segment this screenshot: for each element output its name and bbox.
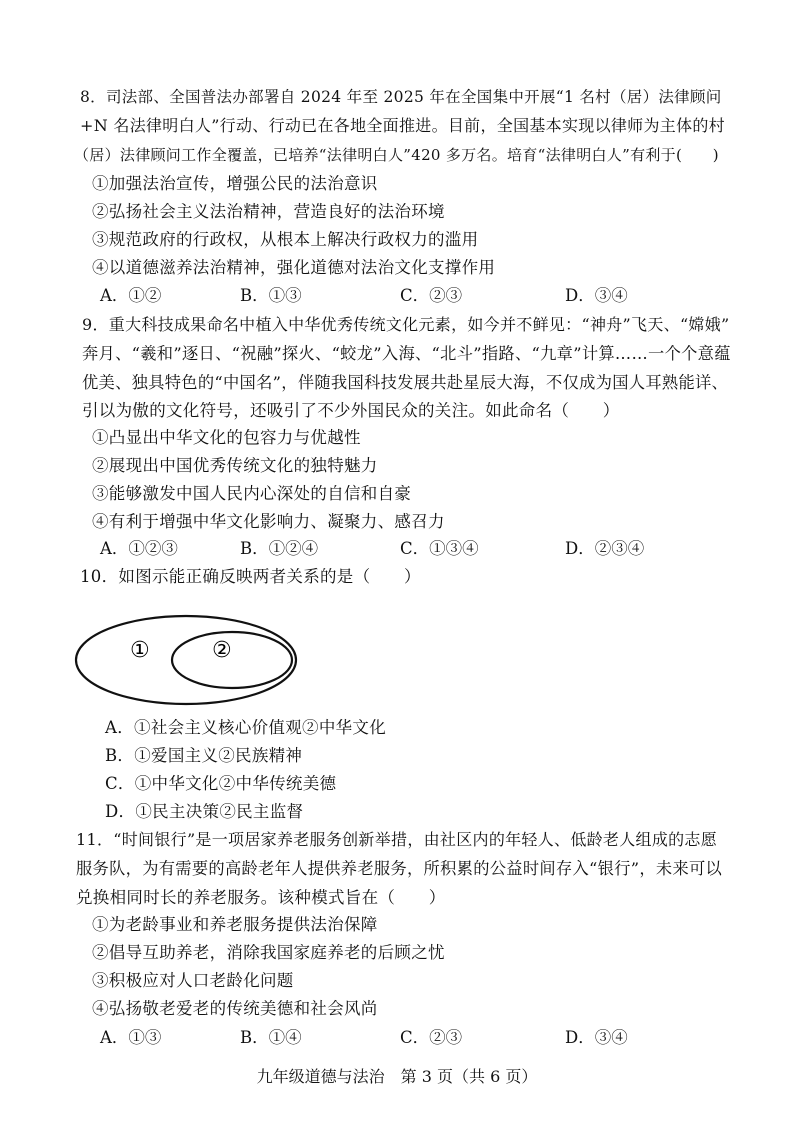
q9-stem-line-2: 奔月、“羲和”逐日、“祝融”探火、“蛟龙”入海、“北斗”指路、“九章”计算……一个个意蕴 bbox=[82, 344, 731, 363]
q8-statement-2: ②弘扬社会主义法治精神，营造良好的法治环境 bbox=[92, 202, 445, 221]
inner-ellipse bbox=[172, 632, 292, 688]
q9-option-c[interactable]: C．①③④ bbox=[400, 539, 479, 558]
q9-options bbox=[100, 538, 660, 560]
q8-stem-line-1: 8．司法部、全国普法办部署自 2024 年至 2025 年在全国集中开展“1 名村（居）法律顾问 bbox=[80, 88, 722, 106]
page-footer: 九年级道德与法治 第 3 页（共 6 页） bbox=[256, 1067, 538, 1086]
q10-option-a[interactable]: A．①社会主义核心价值观②中华文化 bbox=[105, 718, 387, 737]
q8-option-d[interactable]: D．③④ bbox=[565, 286, 628, 305]
q9-option-a[interactable]: A．①②③ bbox=[100, 539, 178, 558]
outer-ellipse bbox=[76, 616, 296, 704]
q11-stem-line-2: 服务队，为有需要的高龄老年人提供养老服务，所积累的公益时间存入“银行”，未来可以 bbox=[76, 859, 723, 878]
q8-option-a[interactable]: A．①② bbox=[100, 286, 162, 305]
q9-option-d[interactable]: D．②③④ bbox=[565, 539, 645, 558]
q11-statement-3: ③积极应对人口老龄化问题 bbox=[92, 971, 294, 990]
q8-stem-line-3: （居）法律顾问工作全覆盖，已培养“法律明白人”420 多万名。培育“法律明白人”有利于( ) bbox=[74, 146, 719, 164]
q10-option-d[interactable]: D．①民主决策②民主监督 bbox=[105, 802, 304, 821]
q9-statement-2: ②展现出中国优秀传统文化的独特魅力 bbox=[92, 456, 378, 475]
q11-option-c[interactable]: C．②③ bbox=[400, 1028, 463, 1047]
q8-statement-4: ④以道德滋养法治精神，强化道德对法治文化支撑作用 bbox=[92, 258, 496, 277]
q11-statement-2: ②倡导互助养老，消除我国家庭养老的后顾之忧 bbox=[92, 943, 445, 962]
q9-option-b[interactable]: B．①②④ bbox=[240, 539, 319, 558]
q11-stem-line-3: 兑换相同时长的养老服务。该种模式旨在（ ） bbox=[76, 888, 446, 907]
q10-option-b[interactable]: B．①爱国主义②民族精神 bbox=[105, 746, 303, 765]
q9-stem-line-4: 引以为傲的文化符号，还吸引了不少外国民众的关注。如此命名（ ） bbox=[82, 401, 620, 420]
q8-option-b[interactable]: B．①③ bbox=[240, 286, 302, 305]
inner-ellipse-label: ② bbox=[212, 638, 232, 663]
q8-statement-1: ①加强法治宣传，增强公民的法治意识 bbox=[92, 174, 378, 193]
q11-option-b[interactable]: B．①④ bbox=[240, 1028, 302, 1047]
q9-statement-3: ③能够激发中国人民内心深处的自信和自豪 bbox=[92, 484, 412, 503]
q9-stem-line-1: 9．重大科技成果命名中植入中华优秀传统文化元素，如今并不鲜见：“神舟”飞天、“嫦娥” bbox=[82, 315, 730, 334]
outer-ellipse-label: ① bbox=[130, 638, 150, 663]
q11-options bbox=[100, 1027, 660, 1049]
q10-stem: 10．如图示能正确反映两者关系的是（ ） bbox=[80, 567, 421, 586]
q10-option-c[interactable]: C．①中华文化②中华传统美德 bbox=[105, 774, 337, 793]
q11-stem-line-1: 11．“时间银行”是一项居家养老服务创新举措，由社区内的年轻人、低龄老人组成的志愿 bbox=[76, 830, 718, 849]
q8-option-c[interactable]: C．②③ bbox=[400, 286, 463, 305]
q11-option-d[interactable]: D．③④ bbox=[565, 1028, 628, 1047]
q9-statement-1: ①凸显出中华文化的包容力与优越性 bbox=[92, 428, 361, 447]
q9-stem-line-3: 优美、独具特色的“中国名”，伴随我国科技发展共赴星辰大海，不仅成为国人耳熟能详、 bbox=[82, 373, 729, 392]
q9-statement-4: ④有利于增强中华文化影响力、凝聚力、感召力 bbox=[92, 512, 445, 531]
nested-ellipse-diagram bbox=[70, 610, 310, 710]
q11-option-a[interactable]: A．①③ bbox=[100, 1028, 162, 1047]
q11-statement-1: ①为老龄事业和养老服务提供法治保障 bbox=[92, 915, 378, 934]
q8-statement-3: ③规范政府的行政权，从根本上解决行政权力的滥用 bbox=[92, 230, 479, 249]
q8-options bbox=[100, 285, 660, 307]
q11-statement-4: ④弘扬敬老爱老的传统美德和社会风尚 bbox=[92, 999, 378, 1018]
q8-stem-line-2: +N 名法律明白人”行动、行动已在各地全面推进。目前，全国基本实现以律师为主体的村 bbox=[80, 116, 725, 135]
